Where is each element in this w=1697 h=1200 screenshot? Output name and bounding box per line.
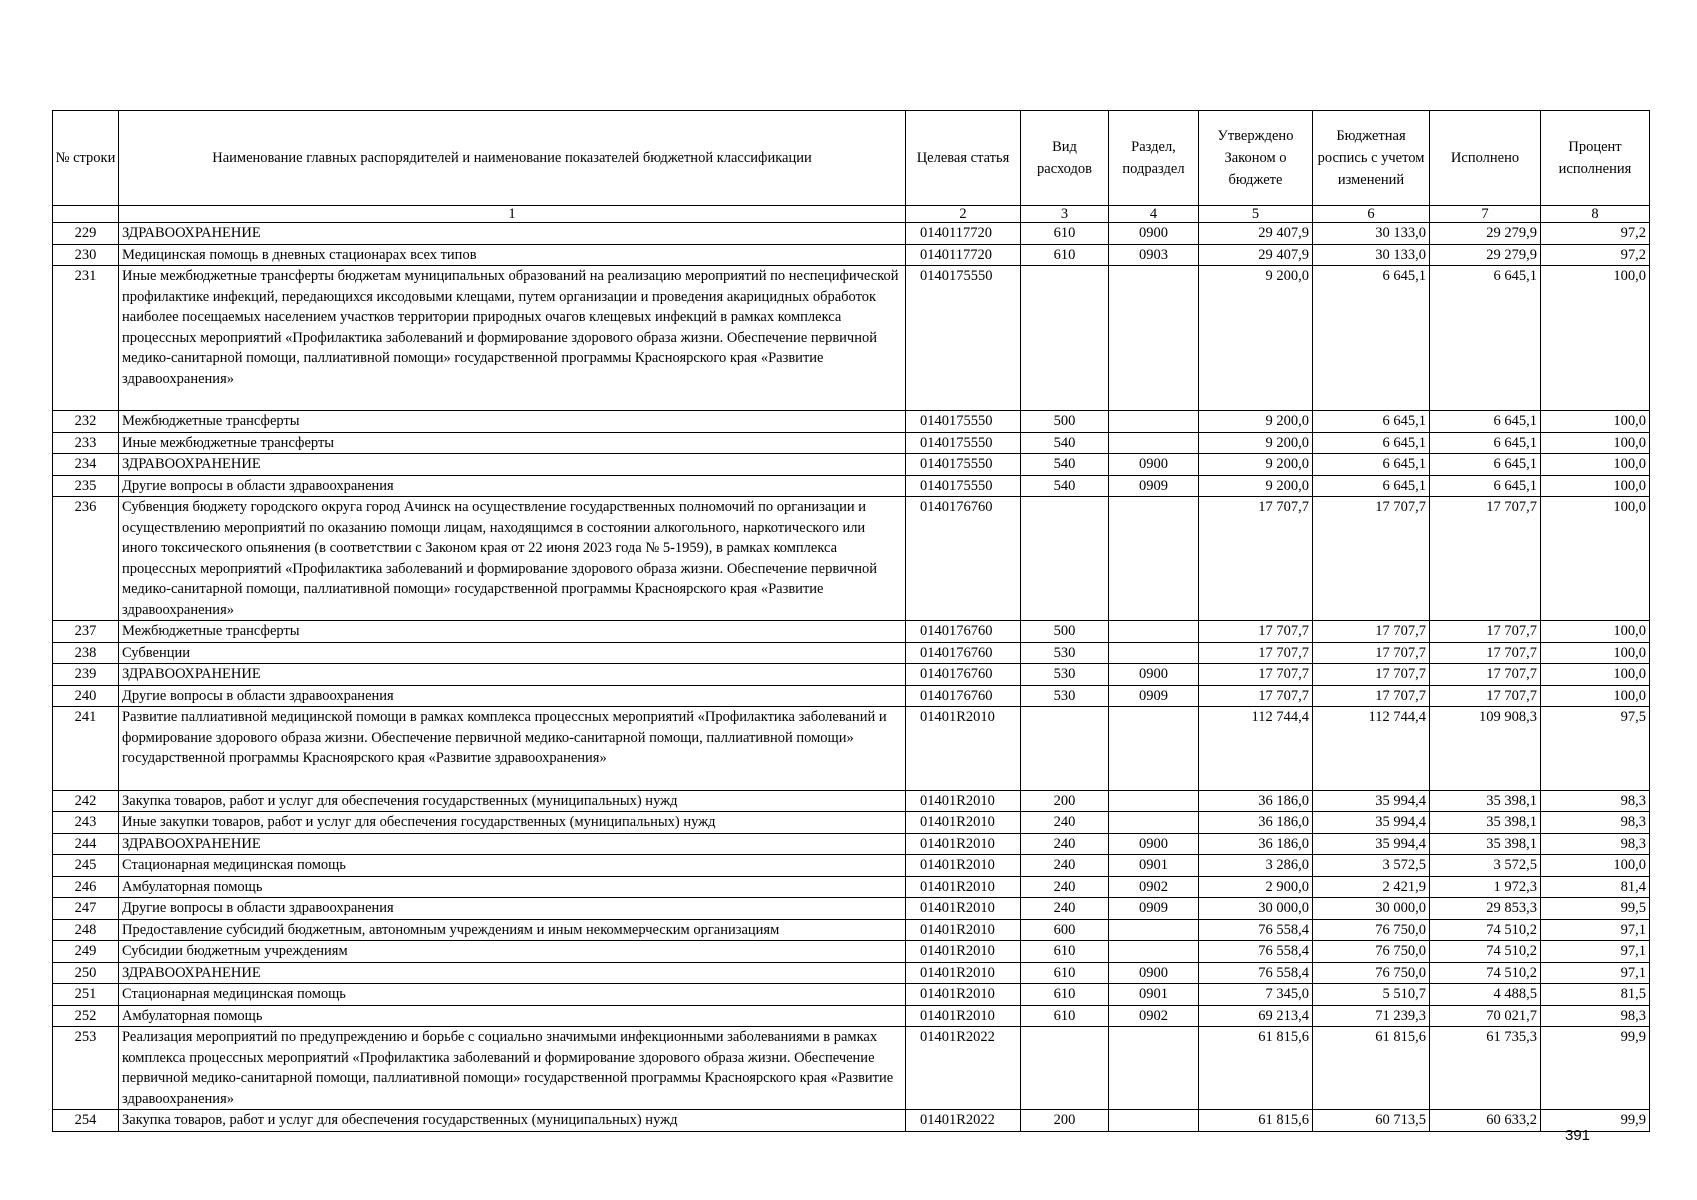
row-section: 0900 — [1109, 223, 1199, 245]
row-name: Субвенции — [119, 642, 906, 664]
column-number: 5 — [1199, 206, 1313, 223]
table-row — [53, 962, 1650, 984]
row-approved: 36 186,0 — [1199, 833, 1313, 855]
row-number: 236 — [53, 497, 119, 621]
row-expense-type: 530 — [1021, 642, 1109, 664]
row-section — [1109, 642, 1199, 664]
row-section: 0902 — [1109, 876, 1199, 898]
row-name: Иные межбюджетные трансферты бюджетам муниципальных образований на реализацию мероприятий по неспецифической профилактике инфекций, передающихся иксодовыми клещами, путем организации и проведения акарицидных обработок наиболее посещаемых населением участков территории природных очагов клещевых инфекций в рамках комплекса процессных мероприятий «Профилактика заболеваний и формирование здорового образа жизни. Обеспечение первичной медико-санитарной помощи, паллиативной помощи» государственной программы Красноярского края «Развитие здравоохранения» — [119, 266, 906, 411]
row-approved: 69 213,4 — [1199, 1005, 1313, 1027]
row-expense-type: 240 — [1021, 898, 1109, 920]
row-percent: 98,3 — [1541, 1005, 1650, 1027]
column-number: 1 — [119, 206, 906, 223]
row-expense-type: 200 — [1021, 1110, 1109, 1132]
row-name: Иные закупки товаров, работ и услуг для обеспечения государственных (муниципальных) нужд — [119, 812, 906, 834]
row-percent: 100,0 — [1541, 497, 1650, 621]
table-row — [53, 707, 1650, 791]
row-approved: 17 707,7 — [1199, 664, 1313, 686]
table-row — [53, 941, 1650, 963]
row-executed: 61 735,3 — [1430, 1027, 1541, 1110]
row-budget: 112 744,4 — [1313, 707, 1430, 791]
row-section — [1109, 411, 1199, 433]
row-budget: 17 707,7 — [1313, 664, 1430, 686]
row-number: 252 — [53, 1005, 119, 1027]
row-approved: 76 558,4 — [1199, 919, 1313, 941]
row-number: 244 — [53, 833, 119, 855]
row-expense-type — [1021, 497, 1109, 621]
row-number: 250 — [53, 962, 119, 984]
row-approved: 17 707,7 — [1199, 685, 1313, 707]
row-expense-type: 610 — [1021, 984, 1109, 1006]
column-number-blank — [53, 206, 119, 223]
row-budget: 35 994,4 — [1313, 790, 1430, 812]
row-expense-type: 240 — [1021, 876, 1109, 898]
table-row — [53, 244, 1650, 266]
row-approved: 76 558,4 — [1199, 962, 1313, 984]
row-expense-type: 610 — [1021, 962, 1109, 984]
row-name: Другие вопросы в области здравоохранения — [119, 475, 906, 497]
row-target-code: 0140176760 — [906, 664, 1021, 686]
header-budget: Бюджетная роспись с учетом изменений — [1313, 111, 1430, 206]
row-name: ЗДРАВООХРАНЕНИЕ — [119, 454, 906, 476]
row-percent: 98,3 — [1541, 812, 1650, 834]
row-approved: 7 345,0 — [1199, 984, 1313, 1006]
row-number: 241 — [53, 707, 119, 791]
row-expense-type: 500 — [1021, 621, 1109, 643]
table-row — [53, 621, 1650, 643]
column-number: 8 — [1541, 206, 1650, 223]
row-approved: 2 900,0 — [1199, 876, 1313, 898]
row-executed: 74 510,2 — [1430, 941, 1541, 963]
row-number: 246 — [53, 876, 119, 898]
row-expense-type: 540 — [1021, 475, 1109, 497]
header-num: № строки — [53, 111, 119, 206]
table-body — [53, 223, 1650, 1132]
row-percent: 97,2 — [1541, 244, 1650, 266]
row-section — [1109, 707, 1199, 791]
header-name: Наименование главных распорядителей и наименование показателей бюджетной классификации — [119, 111, 906, 206]
row-expense-type: 530 — [1021, 664, 1109, 686]
row-number: 247 — [53, 898, 119, 920]
row-approved: 9 200,0 — [1199, 266, 1313, 411]
row-executed: 6 645,1 — [1430, 475, 1541, 497]
row-budget: 17 707,7 — [1313, 497, 1430, 621]
row-section: 0900 — [1109, 664, 1199, 686]
row-percent: 100,0 — [1541, 411, 1650, 433]
row-percent: 81,4 — [1541, 876, 1650, 898]
row-expense-type: 200 — [1021, 790, 1109, 812]
row-percent: 99,9 — [1541, 1027, 1650, 1110]
row-budget: 17 707,7 — [1313, 621, 1430, 643]
row-executed: 60 633,2 — [1430, 1110, 1541, 1132]
row-expense-type: 610 — [1021, 1005, 1109, 1027]
row-budget: 76 750,0 — [1313, 962, 1430, 984]
row-target-code: 0140117720 — [906, 223, 1021, 245]
row-target-code: 01401R2010 — [906, 941, 1021, 963]
row-name: Стационарная медицинская помощь — [119, 984, 906, 1006]
row-target-code: 01401R2010 — [906, 919, 1021, 941]
row-name: Субсидии бюджетным учреждениям — [119, 941, 906, 963]
row-expense-type: 540 — [1021, 454, 1109, 476]
row-budget: 6 645,1 — [1313, 411, 1430, 433]
row-executed: 17 707,7 — [1430, 497, 1541, 621]
row-percent: 100,0 — [1541, 621, 1650, 643]
row-name: Иные межбюджетные трансферты — [119, 432, 906, 454]
row-percent: 99,5 — [1541, 898, 1650, 920]
row-percent: 97,5 — [1541, 707, 1650, 791]
row-budget: 35 994,4 — [1313, 812, 1430, 834]
table-row — [53, 790, 1650, 812]
row-executed: 35 398,1 — [1430, 833, 1541, 855]
row-executed: 17 707,7 — [1430, 664, 1541, 686]
row-budget: 3 572,5 — [1313, 855, 1430, 877]
row-section: 0900 — [1109, 833, 1199, 855]
row-section: 0900 — [1109, 454, 1199, 476]
row-budget: 6 645,1 — [1313, 454, 1430, 476]
row-section: 0909 — [1109, 898, 1199, 920]
row-approved: 9 200,0 — [1199, 475, 1313, 497]
table-row — [53, 685, 1650, 707]
row-section — [1109, 919, 1199, 941]
column-number: 7 — [1430, 206, 1541, 223]
row-number: 230 — [53, 244, 119, 266]
row-target-code: 0140175550 — [906, 475, 1021, 497]
row-target-code: 0140175550 — [906, 266, 1021, 411]
row-budget: 2 421,9 — [1313, 876, 1430, 898]
row-percent: 97,1 — [1541, 919, 1650, 941]
row-executed: 1 972,3 — [1430, 876, 1541, 898]
row-percent: 81,5 — [1541, 984, 1650, 1006]
row-percent: 98,3 — [1541, 833, 1650, 855]
row-budget: 76 750,0 — [1313, 919, 1430, 941]
row-section: 0909 — [1109, 475, 1199, 497]
table-row — [53, 1110, 1650, 1132]
row-executed: 29 279,9 — [1430, 223, 1541, 245]
table-row — [53, 812, 1650, 834]
row-number: 237 — [53, 621, 119, 643]
table-row — [53, 833, 1650, 855]
row-approved: 17 707,7 — [1199, 497, 1313, 621]
row-section — [1109, 266, 1199, 411]
row-target-code: 0140176760 — [906, 497, 1021, 621]
row-section — [1109, 790, 1199, 812]
row-section — [1109, 941, 1199, 963]
row-target-code: 01401R2010 — [906, 790, 1021, 812]
row-number: 245 — [53, 855, 119, 877]
row-approved: 9 200,0 — [1199, 411, 1313, 433]
row-approved: 30 000,0 — [1199, 898, 1313, 920]
header-approved: Утверждено Законом о бюджете — [1199, 111, 1313, 206]
row-approved: 36 186,0 — [1199, 812, 1313, 834]
row-percent: 100,0 — [1541, 454, 1650, 476]
row-target-code: 0140175550 — [906, 411, 1021, 433]
header-executed: Исполнено — [1430, 111, 1541, 206]
header-percent: Процент исполнения — [1541, 111, 1650, 206]
row-executed: 35 398,1 — [1430, 812, 1541, 834]
row-target-code: 01401R2010 — [906, 876, 1021, 898]
row-percent: 100,0 — [1541, 855, 1650, 877]
row-executed: 3 572,5 — [1430, 855, 1541, 877]
table-row — [53, 876, 1650, 898]
row-expense-type — [1021, 266, 1109, 411]
row-target-code: 01401R2010 — [906, 833, 1021, 855]
row-section — [1109, 812, 1199, 834]
row-name: ЗДРАВООХРАНЕНИЕ — [119, 962, 906, 984]
row-approved: 61 815,6 — [1199, 1027, 1313, 1110]
row-section — [1109, 432, 1199, 454]
table-row — [53, 454, 1650, 476]
row-executed: 6 645,1 — [1430, 266, 1541, 411]
table-row — [53, 266, 1650, 411]
column-number: 4 — [1109, 206, 1199, 223]
row-percent: 99,9 — [1541, 1110, 1650, 1132]
row-percent: 100,0 — [1541, 266, 1650, 411]
row-executed: 74 510,2 — [1430, 919, 1541, 941]
row-executed: 4 488,5 — [1430, 984, 1541, 1006]
row-expense-type: 600 — [1021, 919, 1109, 941]
row-number: 251 — [53, 984, 119, 1006]
row-percent: 97,2 — [1541, 223, 1650, 245]
row-budget: 30 000,0 — [1313, 898, 1430, 920]
row-number: 239 — [53, 664, 119, 686]
row-expense-type: 500 — [1021, 411, 1109, 433]
row-approved: 61 815,6 — [1199, 1110, 1313, 1132]
row-approved: 9 200,0 — [1199, 432, 1313, 454]
row-target-code: 0140117720 — [906, 244, 1021, 266]
row-target-code: 01401R2010 — [906, 855, 1021, 877]
row-approved: 3 286,0 — [1199, 855, 1313, 877]
row-target-code: 01401R2010 — [906, 707, 1021, 791]
row-target-code: 0140175550 — [906, 454, 1021, 476]
row-percent: 100,0 — [1541, 642, 1650, 664]
row-expense-type: 610 — [1021, 941, 1109, 963]
row-number: 253 — [53, 1027, 119, 1110]
row-section — [1109, 621, 1199, 643]
row-percent: 100,0 — [1541, 685, 1650, 707]
row-budget: 71 239,3 — [1313, 1005, 1430, 1027]
row-budget: 30 133,0 — [1313, 244, 1430, 266]
row-budget: 30 133,0 — [1313, 223, 1430, 245]
column-number-row — [53, 206, 1650, 223]
budget-table — [52, 110, 1650, 1132]
row-expense-type: 530 — [1021, 685, 1109, 707]
row-budget: 6 645,1 — [1313, 432, 1430, 454]
row-name: Другие вопросы в области здравоохранения — [119, 898, 906, 920]
row-percent: 98,3 — [1541, 790, 1650, 812]
row-expense-type: 610 — [1021, 223, 1109, 245]
row-target-code: 01401R2022 — [906, 1110, 1021, 1132]
row-name: Закупка товаров, работ и услуг для обеспечения государственных (муниципальных) нужд — [119, 790, 906, 812]
row-executed: 6 645,1 — [1430, 432, 1541, 454]
table-row — [53, 664, 1650, 686]
row-approved: 17 707,7 — [1199, 642, 1313, 664]
row-target-code: 01401R2010 — [906, 984, 1021, 1006]
row-name: ЗДРАВООХРАНЕНИЕ — [119, 664, 906, 686]
header-row — [53, 111, 1650, 206]
row-executed: 6 645,1 — [1430, 411, 1541, 433]
row-name: Реализация мероприятий по предупреждению и борьбе с социально значимыми инфекционными заболеваниями в рамках комплекса процессных мероприятий «Профилактика заболеваний и формирование здорового образа жизни. Обеспечение первичной медико-санитарной помощи, паллиативной помощи» государственной программы Красноярского края «Развитие здравоохранения» — [119, 1027, 906, 1110]
table-row — [53, 432, 1650, 454]
row-name: Амбулаторная помощь — [119, 876, 906, 898]
row-budget: 76 750,0 — [1313, 941, 1430, 963]
table-row — [53, 984, 1650, 1006]
row-budget: 17 707,7 — [1313, 642, 1430, 664]
table-row — [53, 1005, 1650, 1027]
row-number: 231 — [53, 266, 119, 411]
row-name: Предоставление субсидий бюджетным, автономным учреждениям и иным некоммерческим организациям — [119, 919, 906, 941]
row-budget: 5 510,7 — [1313, 984, 1430, 1006]
row-target-code: 01401R2010 — [906, 1005, 1021, 1027]
table-row — [53, 1027, 1650, 1110]
row-budget: 6 645,1 — [1313, 475, 1430, 497]
row-approved: 9 200,0 — [1199, 454, 1313, 476]
row-expense-type: 610 — [1021, 244, 1109, 266]
row-executed: 70 021,7 — [1430, 1005, 1541, 1027]
row-number: 254 — [53, 1110, 119, 1132]
row-name: Закупка товаров, работ и услуг для обеспечения государственных (муниципальных) нужд — [119, 1110, 906, 1132]
row-expense-type — [1021, 707, 1109, 791]
row-executed: 6 645,1 — [1430, 454, 1541, 476]
row-executed: 17 707,7 — [1430, 685, 1541, 707]
row-budget: 35 994,4 — [1313, 833, 1430, 855]
row-section: 0901 — [1109, 984, 1199, 1006]
row-expense-type: 540 — [1021, 432, 1109, 454]
row-target-code: 01401R2010 — [906, 962, 1021, 984]
row-section: 0909 — [1109, 685, 1199, 707]
row-target-code: 0140176760 — [906, 685, 1021, 707]
row-approved: 17 707,7 — [1199, 621, 1313, 643]
row-name: ЗДРАВООХРАНЕНИЕ — [119, 833, 906, 855]
row-number: 242 — [53, 790, 119, 812]
header-razdel: Раздел, подраздел — [1109, 111, 1199, 206]
row-section — [1109, 1110, 1199, 1132]
row-number: 234 — [53, 454, 119, 476]
row-section — [1109, 497, 1199, 621]
row-expense-type: 240 — [1021, 812, 1109, 834]
table-row — [53, 223, 1650, 245]
row-executed: 17 707,7 — [1430, 642, 1541, 664]
row-approved: 29 407,9 — [1199, 223, 1313, 245]
row-target-code: 01401R2022 — [906, 1027, 1021, 1110]
row-percent: 100,0 — [1541, 664, 1650, 686]
table-row — [53, 475, 1650, 497]
row-name: ЗДРАВООХРАНЕНИЕ — [119, 223, 906, 245]
row-budget: 61 815,6 — [1313, 1027, 1430, 1110]
row-expense-type: 240 — [1021, 855, 1109, 877]
row-target-code: 0140175550 — [906, 432, 1021, 454]
row-target-code: 01401R2010 — [906, 812, 1021, 834]
row-section: 0900 — [1109, 962, 1199, 984]
table-row — [53, 497, 1650, 621]
row-name: Субвенция бюджету городского округа город Ачинск на осуществление государственных полномочий по организации и осуществлению мероприятий по оказанию помощи лицам, находящимся в состоянии алкогольного, наркотического или иного токсического опьянения (в соответствии с Законом края от 22 июня 2023 года № 5-1959), в рамках комплекса процессных мероприятий «Профилактика заболеваний и формирование здорового образа жизни. Обеспечение первичной медико-санитарной помощи, паллиативной помощи» государственной программы Красноярского края «Развитие здравоохранения» — [119, 497, 906, 621]
row-approved: 112 744,4 — [1199, 707, 1313, 791]
column-number: 2 — [906, 206, 1021, 223]
row-approved: 29 407,9 — [1199, 244, 1313, 266]
row-approved: 76 558,4 — [1199, 941, 1313, 963]
row-name: Межбюджетные трансферты — [119, 621, 906, 643]
row-number: 229 — [53, 223, 119, 245]
row-executed: 35 398,1 — [1430, 790, 1541, 812]
header-vid: Вид расходов — [1021, 111, 1109, 206]
row-budget: 17 707,7 — [1313, 685, 1430, 707]
row-section: 0903 — [1109, 244, 1199, 266]
row-executed: 17 707,7 — [1430, 621, 1541, 643]
table-row — [53, 898, 1650, 920]
row-name: Другие вопросы в области здравоохранения — [119, 685, 906, 707]
page-number: 391 — [1565, 1127, 1591, 1144]
row-percent: 100,0 — [1541, 475, 1650, 497]
row-target-code: 01401R2010 — [906, 898, 1021, 920]
row-name: Амбулаторная помощь — [119, 1005, 906, 1027]
row-section: 0901 — [1109, 855, 1199, 877]
header-code: Целевая статья — [906, 111, 1021, 206]
row-number: 249 — [53, 941, 119, 963]
row-number: 235 — [53, 475, 119, 497]
row-target-code: 0140176760 — [906, 642, 1021, 664]
row-percent: 100,0 — [1541, 432, 1650, 454]
row-expense-type — [1021, 1027, 1109, 1110]
row-executed: 109 908,3 — [1430, 707, 1541, 791]
row-budget: 6 645,1 — [1313, 266, 1430, 411]
table-row — [53, 411, 1650, 433]
row-number: 240 — [53, 685, 119, 707]
row-target-code: 0140176760 — [906, 621, 1021, 643]
table-row — [53, 642, 1650, 664]
table-row — [53, 919, 1650, 941]
row-number: 233 — [53, 432, 119, 454]
row-executed: 29 853,3 — [1430, 898, 1541, 920]
column-number: 6 — [1313, 206, 1430, 223]
row-expense-type: 240 — [1021, 833, 1109, 855]
row-percent: 97,1 — [1541, 941, 1650, 963]
row-name: Стационарная медицинская помощь — [119, 855, 906, 877]
row-section — [1109, 1027, 1199, 1110]
column-number: 3 — [1021, 206, 1109, 223]
row-name: Межбюджетные трансферты — [119, 411, 906, 433]
row-name: Медицинская помощь в дневных стационарах всех типов — [119, 244, 906, 266]
row-executed: 74 510,2 — [1430, 962, 1541, 984]
row-approved: 36 186,0 — [1199, 790, 1313, 812]
row-number: 238 — [53, 642, 119, 664]
table-row — [53, 855, 1650, 877]
row-percent: 97,1 — [1541, 962, 1650, 984]
row-number: 248 — [53, 919, 119, 941]
row-name: Развитие паллиативной медицинской помощи в рамках комплекса процессных мероприятий «Профилактика заболеваний и формирование здорового образа жизни. Обеспечение первичной медико-санитарной помощи, паллиативной помощи» государственной программы Красноярского края «Развитие здравоохранения» — [119, 707, 906, 791]
row-section: 0902 — [1109, 1005, 1199, 1027]
row-number: 243 — [53, 812, 119, 834]
row-number: 232 — [53, 411, 119, 433]
row-executed: 29 279,9 — [1430, 244, 1541, 266]
row-budget: 60 713,5 — [1313, 1110, 1430, 1132]
